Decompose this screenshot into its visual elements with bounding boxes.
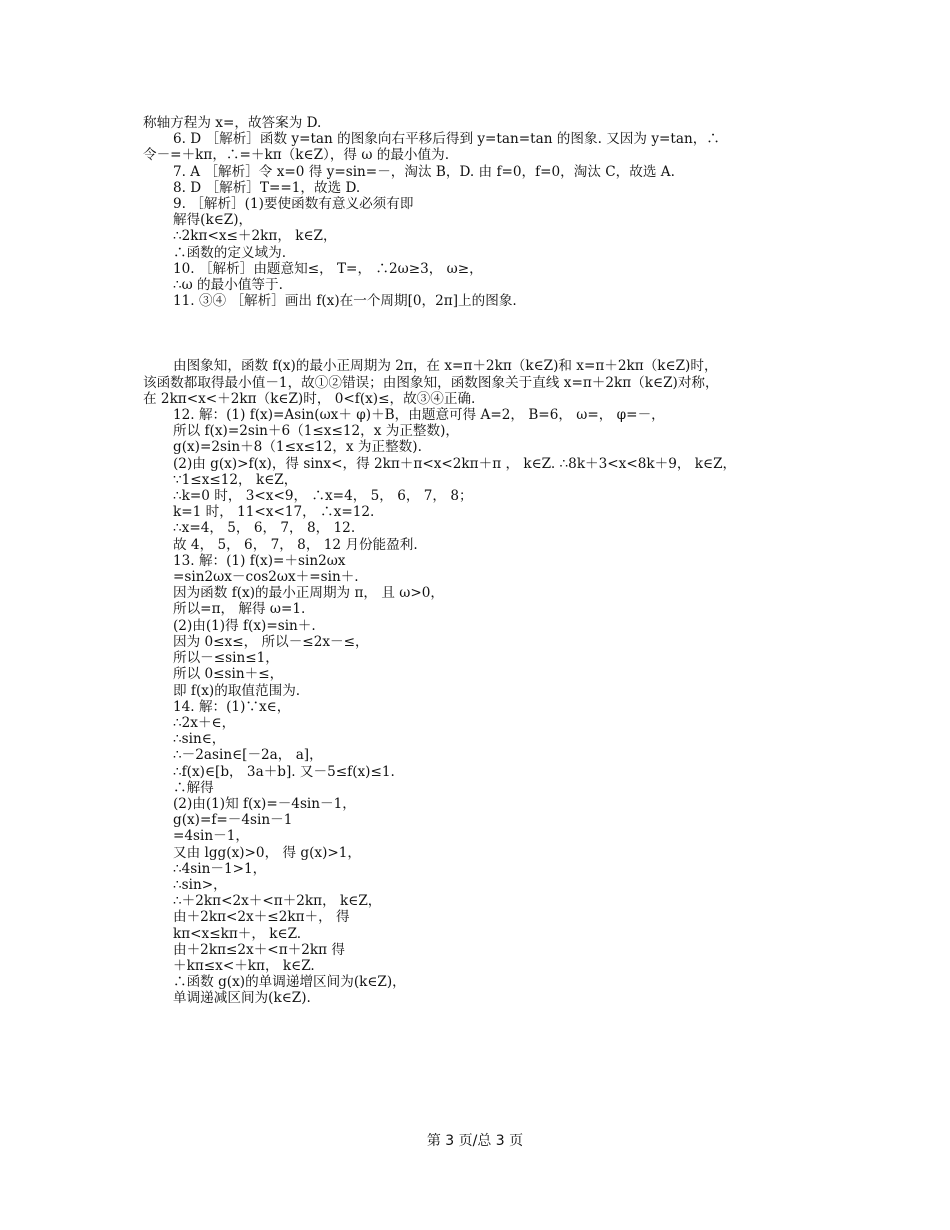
text-line: ∴2x＋∈， — [173, 714, 236, 731]
text-line: ∴sin>， — [173, 876, 227, 893]
solution-text — [143, 115, 823, 1007]
text-line: 称轴方程为 x=，故答案为 D. — [143, 115, 322, 131]
text-line: 由＋2kπ<2x＋≤2kπ＋， 得 — [173, 909, 350, 926]
text-line: ∴4sin－1>1， — [173, 860, 267, 877]
text-line: 所以 f(x)=2sin＋6（1≤x≤12，x 为正整数)， — [173, 423, 460, 440]
blank-gap — [143, 325, 823, 342]
text-line: ∴x=4， 5， 6， 7， 8， 12. — [173, 520, 356, 537]
text-line: kπ<x≤kπ＋， k∈Z. — [173, 925, 302, 942]
text-line: 因为 0≤x≤， 所以－≤2x－≤， — [173, 633, 369, 650]
text-line: (2)由 g(x)>f(x)，得 sinx<，得 2kπ＋π<x<2kπ＋π ， k∈Z. ∴8k＋3<x<8k＋9， k∈Z， — [173, 455, 737, 472]
text-line: 故 4， 5， 6， 7， 8， 12 月份能盈利. — [173, 536, 418, 553]
text-line: k=1 时， 11<x<17， ∴x=12. — [173, 504, 375, 521]
text-line: ∴f(x)∈[b， 3a＋b]. 又－5≤f(x)≤1. — [173, 763, 395, 780]
text-line: g(x)=2sin＋8（1≤x≤12，x 为正整数). — [173, 439, 422, 456]
text-line: 又由 lgg(x)>0， 得 g(x)>1， — [173, 844, 362, 861]
text-line: (2)由(1)知 f(x)=－4sin－1， — [173, 795, 356, 812]
text-line: ∴函数的定义域为. — [173, 244, 287, 261]
text-line: 12. 解：(1) f(x)=Asin(ωx＋ φ)＋B，由题意可得 A=2， B=6， ω=， φ=－， — [173, 407, 665, 424]
text-line: 单调递减区间为(k∈Z). — [173, 990, 311, 1007]
text-line: 在 2kπ<x<＋2kπ（k∈Z)时， 0<f(x)≤，故③④正确. — [143, 390, 476, 407]
text-line: ∴sin∈， — [173, 731, 226, 748]
text-line: ∴＋2kπ<2x＋<π＋2kπ， k∈Z， — [173, 893, 382, 910]
text-line: ∴函数 g(x)的单调递增区间为(k∈Z)， — [173, 974, 406, 991]
text-line: 令－=＋kπ，∴=＋kπ（k∈Z），得 ω 的最小值为. — [143, 147, 450, 164]
text-line: 14. 解：(1)∵x∈， — [173, 698, 291, 715]
text-line: ∴2kπ<x≤＋2kπ， k∈Z， — [173, 228, 337, 245]
text-line: ＋kπ≤x<＋kπ， k∈Z. — [173, 957, 315, 974]
text-line: 因为函数 f(x)的最小正周期为 π， 且 ω>0， — [173, 585, 444, 602]
text-line: ∵1≤x≤12， k∈Z， — [173, 471, 298, 488]
text-line: 所以－≤sin≤1， — [173, 650, 279, 667]
text-line: 该函数都取得最小值－1，故①②错误；由图象知，函数图象关于直线 x=π＋2kπ（k∈Z)对称， — [143, 374, 719, 391]
text-line: (2)由(1)得 f(x)=sin＋. — [173, 617, 316, 634]
text-line: 8. D ［解析］T==1，故选 D. — [173, 179, 361, 196]
text-line: ∴k=0 时， 3<x<9， ∴x=4， 5， 6， 7， 8； — [173, 488, 473, 505]
text-line: 6. D ［解析］函数 y=tan 的图象向右平移后得到 y=tan=tan 的图象. 又因为 y=tan，∴ — [173, 131, 720, 148]
text-line: 10. ［解析］由题意知≤， T=， ∴2ω≥3， ω≥， — [173, 260, 483, 277]
text-line: =4sin－1， — [173, 828, 249, 845]
text-line: 9. ［解析］(1)要使函数有意义必须有即 — [173, 196, 414, 213]
text-line: 所以 0≤sin＋≤， — [173, 666, 284, 683]
page-footer: 第 3 页/总 3 页 — [426, 1133, 524, 1149]
text-line: 所以=π， 解得 ω=1. — [173, 601, 306, 618]
text-line: 13. 解：(1) f(x)=＋sin2ωx — [173, 552, 346, 569]
text-line: 即 f(x)的取值范围为. — [173, 682, 301, 699]
text-line: ∴解得 — [173, 779, 214, 796]
text-line: g(x)=f=－4sin－1 — [173, 812, 293, 829]
text-line: 由图象知，函数 f(x)的最小正周期为 2π，在 x=π＋2kπ（k∈Z)和 x=π＋2kπ（k∈Z)时， — [173, 358, 718, 375]
text-line: =sin2ωx－cos2ωx＋=sin＋. — [173, 569, 359, 586]
text-line: 解得(k∈Z)， — [173, 212, 253, 229]
text-line: 7. A ［解析］令 x=0 得 y=sin=－，淘汰 B，D. 由 f=0，f=0，淘汰 C，故选 A. — [173, 163, 675, 180]
text-line: 由＋2kπ≤2x＋<π＋2kπ 得 — [173, 941, 345, 958]
text-line: ∴－2asin∈[－2a， a]， — [173, 747, 323, 764]
text-line: ∴ω 的最小值等于. — [173, 277, 283, 294]
text-line: 11. ③④ ［解析］画出 f(x)在一个周期[0，2π]上的图象. — [173, 293, 517, 310]
